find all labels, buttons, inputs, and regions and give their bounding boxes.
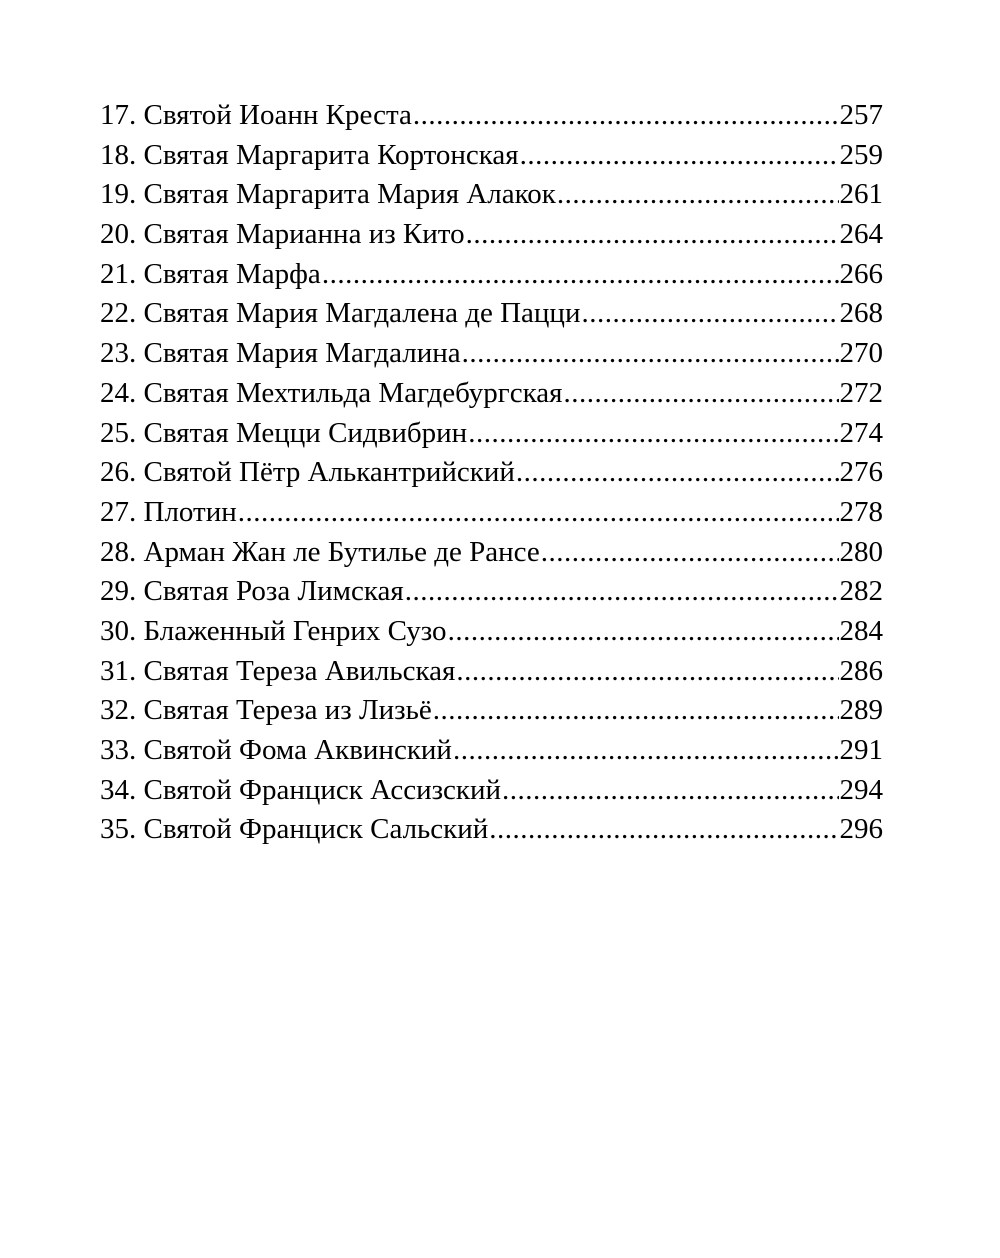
toc-entry-page-number: 289 <box>839 694 883 727</box>
toc-entry-page-number: 259 <box>839 138 883 171</box>
toc-entry <box>100 414 883 454</box>
toc-entry-title-group <box>100 374 562 414</box>
dot-leader <box>581 294 838 334</box>
toc-entry-title: Святая Маргарита Кортонская <box>143 138 519 171</box>
toc-entry-title: Святая Тереза из Лизьё <box>143 694 432 727</box>
toc-entry <box>100 612 883 652</box>
toc-entry <box>100 533 883 573</box>
toc-entry-page-number: 264 <box>839 218 883 251</box>
toc-entry-number: 25. <box>100 416 137 449</box>
toc-entry-page-number: 257 <box>839 99 883 131</box>
toc-entry-number: 18. <box>100 138 137 171</box>
toc-entry-title: Святой Иоанн Креста <box>143 99 412 131</box>
toc-entry <box>100 453 883 493</box>
toc-entry-title-group <box>100 572 404 612</box>
dot-leader <box>563 374 838 414</box>
toc-entry-number: 19. <box>100 178 137 211</box>
toc-entry-title: Святая Тереза Авильская <box>143 654 456 687</box>
toc-entry-page-number: 291 <box>839 734 883 766</box>
toc-entry-title: Святая Марфа <box>143 257 321 290</box>
dot-leader <box>502 771 838 811</box>
toc-entry-title: Святая Мецци Сидвибрин <box>143 416 468 449</box>
toc-entry-number: 27. <box>100 495 137 528</box>
dot-leader <box>405 572 839 612</box>
toc-entry <box>100 810 883 850</box>
toc-entry-title: Плотин <box>143 495 237 528</box>
toc-entry-page-number: 294 <box>839 773 883 806</box>
toc-entry <box>100 96 883 136</box>
dot-leader <box>557 175 839 215</box>
toc-entry-number: 34. <box>100 773 137 806</box>
toc-entry-page-number: 296 <box>839 813 883 846</box>
dot-leader <box>516 453 839 493</box>
toc-entry-title: Святая Мария Магдалина <box>143 337 461 370</box>
dot-leader <box>466 215 839 255</box>
toc-entry-title-group <box>100 810 488 850</box>
toc-entry-page-number: 266 <box>839 257 883 290</box>
dot-leader <box>453 731 839 771</box>
toc-entry-number: 21. <box>100 257 137 290</box>
toc-entry <box>100 255 883 295</box>
dot-leader <box>468 414 838 454</box>
toc-entry <box>100 572 883 612</box>
toc-entry-title: Святой Франциск Ассизский <box>143 773 502 806</box>
toc-entry-page-number: 282 <box>839 575 883 608</box>
toc-entry <box>100 215 883 255</box>
dot-leader <box>462 334 839 374</box>
toc-entry-number: 30. <box>100 614 137 647</box>
toc-entry-title-group <box>100 255 321 295</box>
toc-entry-page-number: 278 <box>839 495 883 528</box>
toc-entry <box>100 334 883 374</box>
toc-entry <box>100 691 883 731</box>
toc-entry <box>100 652 883 692</box>
toc-entry-title: Блаженный Генрих Сузо <box>143 614 447 647</box>
toc-entry-title-group <box>100 453 515 493</box>
toc-entry <box>100 493 883 533</box>
dot-leader <box>322 255 839 295</box>
toc-entry-number: 32. <box>100 694 137 727</box>
toc-entry-page-number: 270 <box>839 337 883 370</box>
toc-entry-title-group <box>100 215 465 255</box>
dot-leader <box>489 810 838 850</box>
toc-entry-title-group <box>100 731 452 771</box>
table-of-contents <box>100 96 883 850</box>
toc-entry-title: Святой Франциск Сальский <box>143 813 489 846</box>
toc-entry <box>100 294 883 334</box>
toc-entry-number: 22. <box>100 297 137 330</box>
toc-entry-title: Арман Жан ле Бутилье де Рансе <box>143 535 540 568</box>
toc-entry-title: Святая Роза Лимская <box>143 575 404 608</box>
toc-entry-title-group <box>100 294 580 334</box>
toc-entry-title: Святая Марианна из Кито <box>143 218 465 251</box>
toc-entry-title: Святая Маргарита Мария Алакок <box>143 178 556 211</box>
toc-entry-number: 28. <box>100 535 137 568</box>
toc-entry-title-group <box>100 334 461 374</box>
toc-entry <box>100 731 883 771</box>
toc-entry-number: 31. <box>100 654 137 687</box>
toc-entry-number: 35. <box>100 813 137 846</box>
toc-entry-page-number: 268 <box>839 297 883 330</box>
toc-entry-number: 17. <box>100 99 137 131</box>
toc-entry-title-group <box>100 533 540 573</box>
toc-entry-title-group <box>100 652 455 692</box>
toc-entry-title-group <box>100 136 519 176</box>
toc-entry-page-number: 274 <box>839 416 883 449</box>
toc-entry-page-number: 276 <box>839 456 883 489</box>
toc-entry <box>100 136 883 176</box>
dot-leader <box>238 493 839 533</box>
toc-entry-number: 29. <box>100 575 137 608</box>
toc-entry-title: Святая Мехтильда Магдебургская <box>143 376 563 409</box>
toc-entry-number: 26. <box>100 456 137 489</box>
toc-entry-title: Святой Пётр Алькантрийский <box>143 456 515 489</box>
toc-entry-page-number: 261 <box>839 178 883 211</box>
dot-leader <box>433 691 839 731</box>
toc-entry-title-group <box>100 493 237 533</box>
toc-entry-number: 24. <box>100 376 137 409</box>
toc-entry-page-number: 286 <box>839 654 883 687</box>
dot-leader <box>541 533 839 573</box>
toc-entry-number: 20. <box>100 218 137 251</box>
toc-entry-title-group <box>100 612 447 652</box>
toc-entry-page-number: 280 <box>839 535 883 568</box>
toc-entry-page-number: 272 <box>839 376 883 409</box>
toc-entry-number: 33. <box>100 734 137 766</box>
toc-entry-number: 23. <box>100 337 137 370</box>
toc-entry-page-number: 284 <box>839 614 883 647</box>
toc-entry-title: Святая Мария Магдалена де Пацци <box>143 297 581 330</box>
dot-leader <box>520 136 839 176</box>
toc-entry <box>100 175 883 215</box>
toc-entry-title-group <box>100 771 501 811</box>
dot-leader <box>448 612 839 652</box>
dot-leader <box>413 96 839 136</box>
toc-entry <box>100 771 883 811</box>
toc-entry-title-group <box>100 414 467 454</box>
toc-entry-title-group <box>100 175 556 215</box>
dot-leader <box>456 652 838 692</box>
toc-entry-title-group <box>100 96 412 136</box>
toc-entry-title: Святой Фома Аквинский <box>143 734 452 766</box>
toc-entry-title-group <box>100 691 432 731</box>
toc-entry <box>100 374 883 414</box>
